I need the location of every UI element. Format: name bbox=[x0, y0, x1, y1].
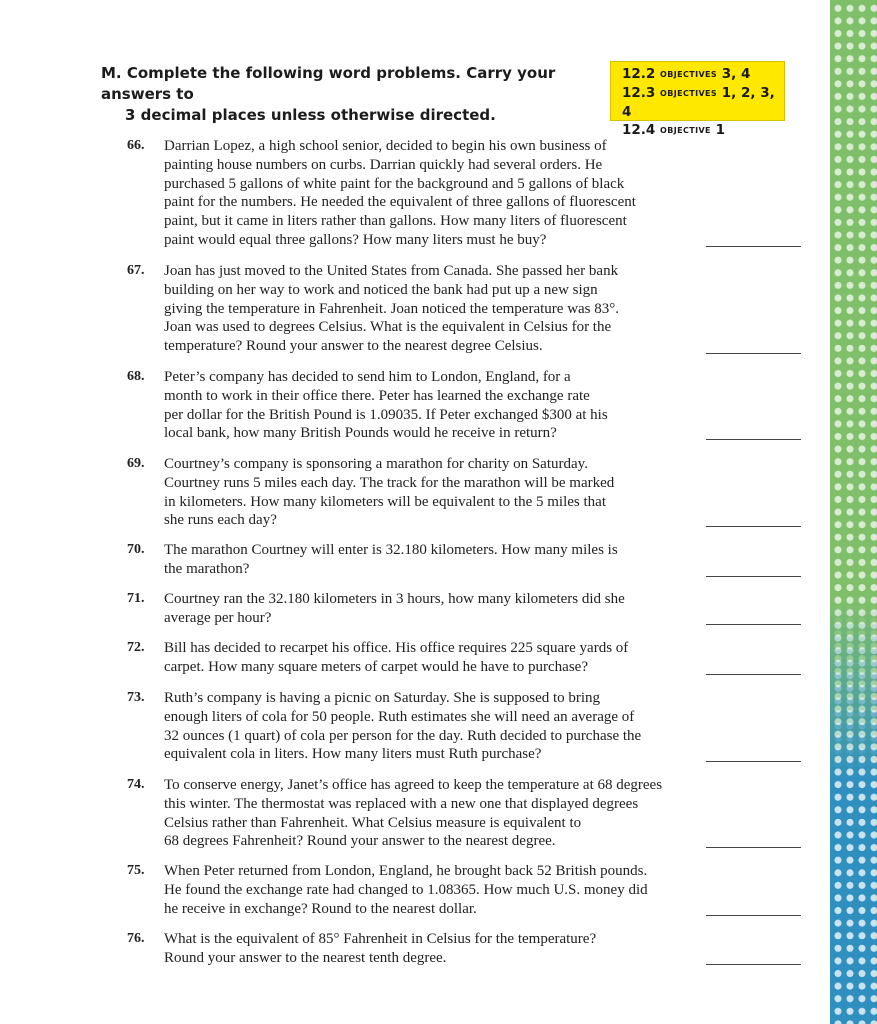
problem-72 bbox=[127, 639, 807, 677]
problem-line: this winter. The thermostat was replaced with a new one that displayed degrees bbox=[164, 795, 639, 812]
objective-label: OBJECTIVES bbox=[660, 70, 718, 79]
problem-number: 75. bbox=[127, 863, 145, 878]
objective-row bbox=[622, 65, 784, 84]
problem-text bbox=[164, 776, 709, 851]
problem-line: Darrian Lopez, a high school senior, decided to begin his own business of bbox=[164, 138, 607, 154]
problem-66 bbox=[127, 137, 807, 250]
problem-number: 70. bbox=[127, 542, 145, 557]
instructions-line-1: M. Complete the following word problems. Carry your answers to bbox=[101, 64, 556, 103]
answer-line-68[interactable] bbox=[706, 439, 801, 440]
problem-number: 68. bbox=[127, 369, 145, 384]
problem-line: Round your answer to the nearest tenth degree. bbox=[164, 949, 447, 966]
problem-text bbox=[164, 862, 724, 918]
objective-section: 12.4 bbox=[622, 122, 656, 138]
problem-line: Celsius rather than Fahrenheit. What Celsius measure is equivalent to bbox=[164, 814, 582, 831]
problem-75 bbox=[127, 862, 807, 918]
problem-line: Peter’s company has decided to send him to London, England, for a bbox=[164, 369, 571, 385]
problem-number: 72. bbox=[127, 640, 145, 655]
problem-line: temperature? Round your answer to the nearest degree Celsius. bbox=[164, 338, 543, 355]
objective-row bbox=[622, 84, 784, 121]
answer-line-76[interactable] bbox=[706, 964, 801, 965]
problem-line: Courtney ran the 32.180 kilometers in 3 hours, how many kilometers did she bbox=[164, 591, 625, 607]
problem-line: Courtney runs 5 miles each day. The track for the marathon will be marked bbox=[164, 474, 615, 491]
problem-line: 68 degrees Fahrenheit? Round your answer to the nearest degree. bbox=[164, 833, 556, 850]
problem-line: the marathon? bbox=[164, 560, 250, 577]
problem-line: Bill has decided to recarpet his office. His office requires 225 square yards of bbox=[164, 640, 629, 656]
problem-line: What is the equivalent of 85° Fahrenheit in Celsius for the temperature? bbox=[164, 931, 597, 947]
problem-text bbox=[164, 541, 709, 579]
problem-line: paint, but it came in liters rather than gallons. How many liters of fluorescent bbox=[164, 213, 627, 230]
problem-line: enough liters of cola for 50 people. Ruth estimates she will need an average of bbox=[164, 708, 635, 725]
problem-line: Ruth’s company is having a picnic on Saturday. She is supposed to bring bbox=[164, 690, 601, 706]
problem-line: Joan has just moved to the United States from Canada. She passed her bank bbox=[164, 263, 619, 279]
problem-text bbox=[164, 455, 709, 530]
problem-number: 71. bbox=[127, 591, 145, 606]
section-instructions bbox=[101, 63, 601, 126]
answer-line-74[interactable] bbox=[706, 847, 801, 848]
problem-text bbox=[164, 639, 709, 677]
objective-label: OBJECTIVES bbox=[660, 89, 718, 98]
problem-number: 66. bbox=[127, 138, 145, 153]
problem-71 bbox=[127, 590, 807, 628]
answer-line-66[interactable] bbox=[706, 246, 801, 247]
problem-line: The marathon Courtney will enter is 32.180 kilometers. How many miles is bbox=[164, 542, 618, 558]
problem-line: When Peter returned from London, England, he brought back 52 British pounds. bbox=[164, 863, 648, 879]
problem-line: he receive in exchange? Round to the nearest dollar. bbox=[164, 900, 477, 917]
problem-number: 69. bbox=[127, 456, 145, 471]
answer-line-75[interactable] bbox=[706, 915, 801, 916]
problem-number: 73. bbox=[127, 690, 145, 705]
problem-line: paint would equal three gallons? How many liters must he buy? bbox=[164, 231, 547, 248]
objective-values: 1, 2, 3, 4 bbox=[622, 85, 775, 120]
problem-number: 67. bbox=[127, 263, 145, 278]
problem-76 bbox=[127, 930, 807, 968]
problem-number: 74. bbox=[127, 777, 145, 792]
answer-line-67[interactable] bbox=[706, 353, 801, 354]
answer-line-71[interactable] bbox=[706, 624, 801, 625]
problem-line: building on her way to work and noticed the bank had put up a new sign bbox=[164, 281, 598, 298]
problem-line: giving the temperature in Fahrenheit. Joan noticed the temperature was 83°. bbox=[164, 300, 620, 317]
problem-line: she runs each day? bbox=[164, 512, 277, 529]
problem-line: He found the exchange rate had changed to 1.08365. How much U.S. money did bbox=[164, 881, 648, 898]
problem-text bbox=[164, 368, 709, 443]
instructions-line-2: 3 decimal places unless otherwise directed. bbox=[125, 106, 496, 124]
problem-line: To conserve energy, Janet’s office has agreed to keep the temperature at 68 degrees bbox=[164, 777, 663, 793]
problem-line: Courtney’s company is sponsoring a marathon for charity on Saturday. bbox=[164, 456, 588, 472]
problem-68 bbox=[127, 368, 807, 443]
objective-values: 3, 4 bbox=[721, 66, 751, 82]
problem-line: paint for the numbers. He needed the equivalent of three gallons of fluorescent bbox=[164, 194, 636, 211]
decorative-dot-strip-blue bbox=[830, 600, 877, 1024]
objective-section: 12.2 bbox=[622, 66, 656, 82]
problem-line: average per hour? bbox=[164, 609, 272, 626]
objective-label: OBJECTIVE bbox=[660, 126, 711, 135]
problem-line: painting house numbers on curbs. Darrian quickly had several orders. He bbox=[164, 156, 603, 173]
objective-section: 12.3 bbox=[622, 85, 656, 101]
objective-values: 1 bbox=[715, 122, 726, 138]
answer-line-69[interactable] bbox=[706, 526, 801, 527]
problem-74 bbox=[127, 776, 807, 851]
problem-line: per dollar for the British Pound is 1.09035. If Peter exchanged $300 at his bbox=[164, 406, 608, 423]
problem-text bbox=[164, 262, 709, 356]
problem-number: 76. bbox=[127, 931, 145, 946]
objectives-box bbox=[610, 61, 785, 138]
problem-line: local bank, how many British Pounds would he receive in return? bbox=[164, 425, 557, 442]
problem-line: equivalent cola in liters. How many liters must Ruth purchase? bbox=[164, 746, 542, 763]
problem-line: month to work in their office there. Peter has learned the exchange rate bbox=[164, 387, 590, 404]
problem-text bbox=[164, 590, 709, 628]
answer-line-70[interactable] bbox=[706, 576, 801, 577]
answer-line-73[interactable] bbox=[706, 761, 801, 762]
problem-67 bbox=[127, 262, 807, 356]
problem-line: carpet. How many square meters of carpet would he have to purchase? bbox=[164, 658, 588, 675]
problem-text bbox=[164, 137, 709, 250]
problem-text bbox=[164, 930, 709, 968]
decorative-dot-strip bbox=[830, 0, 877, 1024]
problem-70 bbox=[127, 541, 807, 579]
answer-line-72[interactable] bbox=[706, 674, 801, 675]
problem-line: Joan was used to degrees Celsius. What is the equivalent in Celsius for the bbox=[164, 319, 612, 336]
problem-line: 32 ounces (1 quart) of cola per person for the day. Ruth decided to purchase the bbox=[164, 727, 642, 744]
problem-73 bbox=[127, 689, 807, 764]
problem-69 bbox=[127, 455, 807, 530]
problem-text bbox=[164, 689, 709, 764]
problem-line: in kilometers. How many kilometers will be equivalent to the 5 miles that bbox=[164, 493, 606, 510]
problem-line: purchased 5 gallons of white paint for the background and 5 gallons of black bbox=[164, 175, 625, 192]
